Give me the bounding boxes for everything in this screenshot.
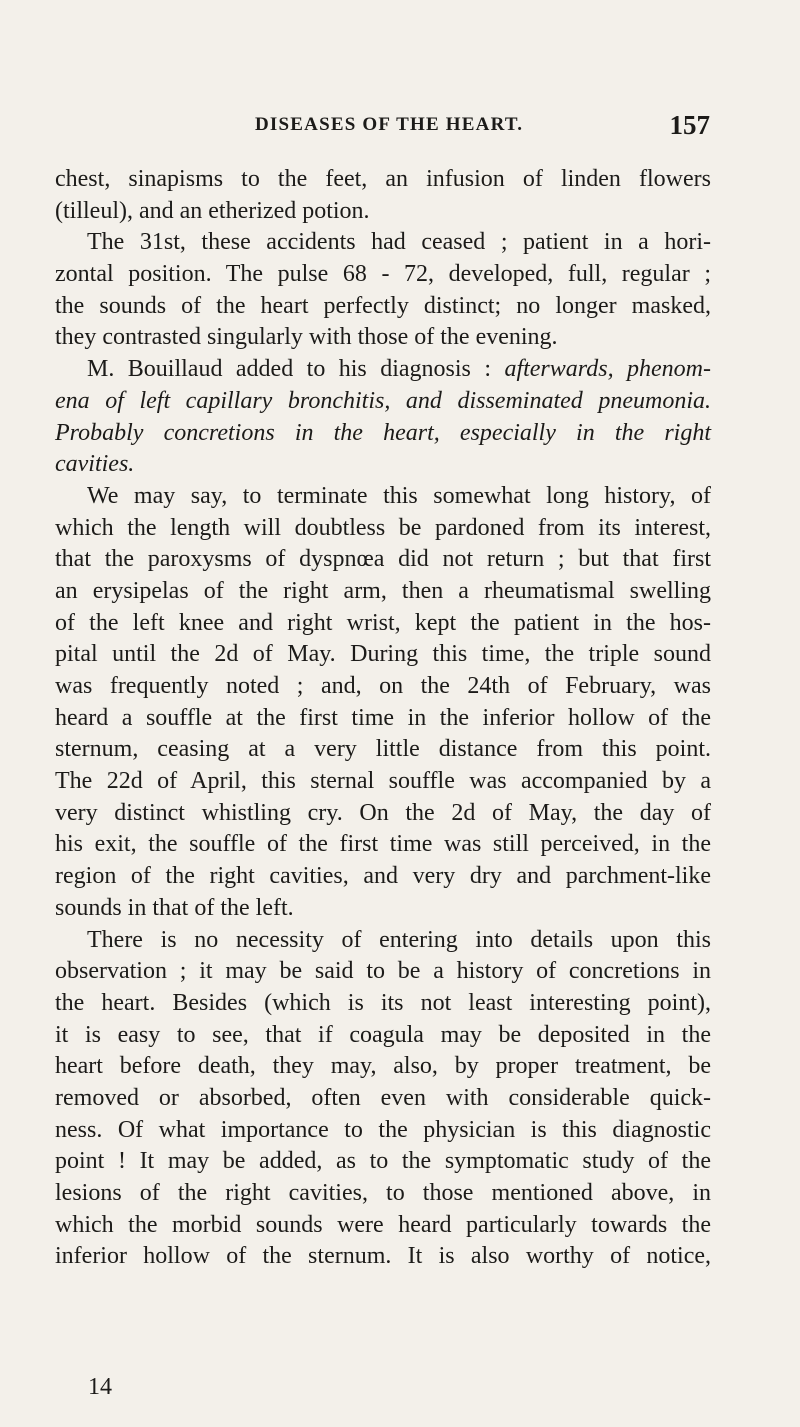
text-line: pital until the 2d of May. During this time, the triple sound	[55, 641, 711, 668]
page-number: 157	[669, 110, 710, 140]
text-line: lesions of the right cavities, to those mentioned above, in	[55, 1180, 711, 1206]
text-line: We may say, to terminate this somewhat long history, of	[87, 482, 711, 509]
running-title: DISEASES OF THE HEART.	[255, 114, 524, 135]
text-line: that the paroxysms of dyspnœa did not return ; but that first	[55, 546, 711, 573]
text-line: an erysipelas of the right arm, then a rheumatismal swelling	[55, 577, 711, 604]
text-line: sternum, ceasing at a very little distance from this point.	[55, 736, 711, 763]
text-line: sounds in that of the left.	[55, 894, 294, 921]
text-line: his exit, the souffle of the first time was still perceived, in the	[55, 831, 711, 858]
text-line: the sounds of the heart perfectly distinct; no longer masked,	[55, 292, 711, 319]
body-text	[55, 164, 711, 1273]
text-line: ness. Of what importance to the physician is this diagnostic	[55, 1116, 711, 1143]
text-line: zontal position. The pulse 68 - 72, developed, full, regular ;	[55, 261, 711, 288]
text-line: they contrasted singularly with those of the evening.	[55, 324, 558, 351]
text-line: The 31st, these accidents had ceased ; patient in a hori-	[87, 229, 711, 256]
text-line: The 22d of April, this sternal souffle was accompanied by a	[55, 768, 711, 795]
text-line: region of the right cavities, and very dry and parchment-like	[55, 863, 711, 890]
running-head	[255, 112, 710, 142]
italic-text-segment: afterwards, phenom-	[504, 356, 711, 383]
text-line: was frequently noted ; and, on the 24th of February, was	[55, 673, 711, 699]
text-line: (tilleul), and an etherized potion.	[55, 197, 370, 224]
italic-text-line: Probably concretions in the heart, especially in the right	[55, 419, 711, 446]
text-line: of the left knee and right wrist, kept the patient in the hos-	[55, 609, 711, 636]
text-line: it is easy to see, that if coagula may be deposited in the	[55, 1021, 711, 1048]
italic-text-line: cavities.	[55, 451, 135, 478]
text-line: which the morbid sounds were heard particularly towards the	[55, 1211, 711, 1238]
text-segment: M. Bouillaud added to his diagnosis :	[87, 356, 505, 383]
text-line: observation ; it may be said to be a history of concretions in	[55, 958, 711, 985]
text-line: removed or absorbed, often even with considerable quick-	[55, 1084, 711, 1111]
signature-mark: 14	[88, 1374, 112, 1400]
italic-text-line: ena of left capillary bronchitis, and disseminated pneumonia.	[55, 387, 711, 414]
text-line: heard a souffle at the first time in the inferior hollow of the	[55, 704, 711, 731]
text-line: chest, sinapisms to the feet, an infusion of linden flowers	[55, 166, 711, 192]
text-line: inferior hollow of the sternum. It is also worthy of notice,	[55, 1243, 711, 1270]
text-line: very distinct whistling cry. On the 2d of May, the day of	[55, 799, 711, 826]
text-line: heart before death, they may, also, by proper treatment, be	[55, 1053, 711, 1080]
text-line: There is no necessity of entering into details upon this	[87, 926, 711, 953]
text-line	[55, 354, 711, 386]
text-line: the heart. Besides (which is its not least interesting point),	[55, 989, 711, 1016]
text-line: point ! It may be added, as to the symptomatic study of the	[55, 1148, 711, 1175]
text-line: which the length will doubtless be pardoned from its interest,	[55, 514, 711, 541]
